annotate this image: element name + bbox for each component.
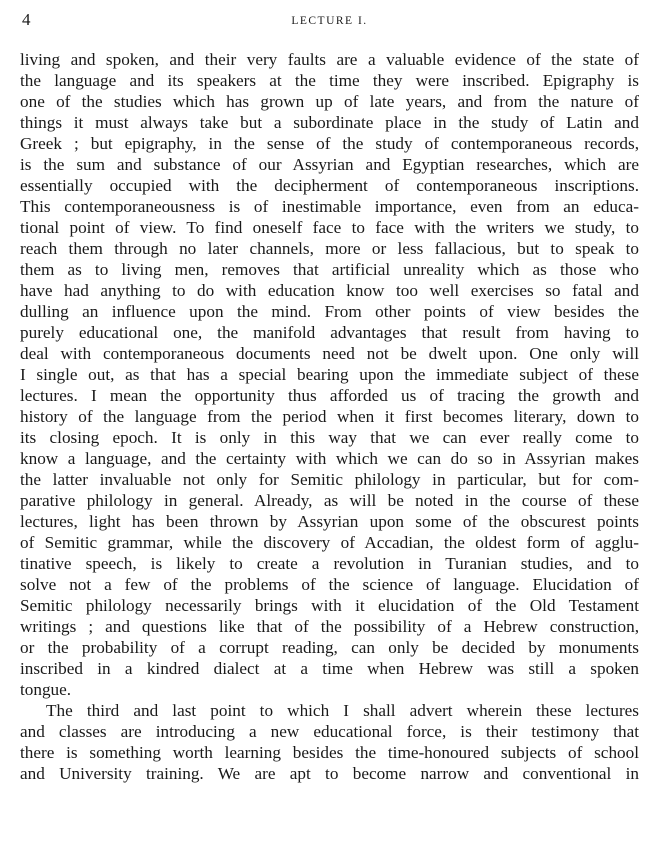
text-line: living and spoken, and their very faults are a valuable evidence of the state of <box>20 50 639 69</box>
running-head: LECTURE I. <box>291 15 368 27</box>
text-line: one of the studies which has grown up of late years, and from the nature of <box>20 92 639 111</box>
text-line: the language and its speakers at the time they were inscribed. Epigraphy is <box>20 71 639 90</box>
paragraph-start-line: The third and last point to which I shall advert wherein these lectures <box>46 701 639 720</box>
text-line: inscribed in a kindred dialect at a time when Hebrew was still a spoken <box>20 659 639 678</box>
page-number: 4 <box>22 10 31 29</box>
text-line: tional point of view. To find oneself face to face with the writers we study, to <box>20 218 639 237</box>
text-line: Semitic philology necessarily brings with it elucidation of the Old Testament <box>20 596 639 615</box>
text-line: or the probability of a corrupt reading, can only be decided by monuments <box>20 638 639 657</box>
text-line: dulling an influence upon the mind. From other points of view besides the <box>20 302 639 321</box>
text-line: Greek ; but epigraphy, in the sense of the study of contemporaneous records, <box>20 134 639 153</box>
text-line: lectures. I mean the opportunity thus afforded us of tracing the growth and <box>20 386 639 405</box>
text-line: the latter invaluable not only for Semitic philology in particular, but for com- <box>20 470 639 489</box>
text-line: and classes are introducing a new educational force, is their testimony that <box>20 722 639 741</box>
text-line: solve not a few of the problems of the science of language. Elucidation of <box>20 575 639 594</box>
body-text <box>20 49 639 784</box>
text-line: essentially occupied with the decipherment of contemporaneous inscriptions. <box>20 176 639 195</box>
text-line: have had anything to do with education know too well exercises so fatal and <box>20 281 639 300</box>
text-line: there is something worth learning besides the time-honoured subjects of school <box>20 743 639 762</box>
text-line: purely educational one, the manifold advantages that result from having to <box>20 323 639 342</box>
paragraph-end-line: tongue. <box>20 680 72 699</box>
page-header <box>22 10 637 30</box>
text-line: parative philology in general. Already, as will be noted in the course of these <box>20 491 639 510</box>
text-line: of Semitic grammar, while the discovery of Accadian, the oldest form of agglu- <box>20 533 639 552</box>
text-line: reach them through no later channels, more or less fallacious, but to speak to <box>20 239 639 258</box>
text-line: This contemporaneousness is of inestimable importance, even from an educa- <box>20 197 639 216</box>
text-line: its closing epoch. It is only in this way that we can ever really come to <box>20 428 639 447</box>
text-line: things it must always take but a subordinate place in the study of Latin and <box>20 113 639 132</box>
text-line: history of the language from the period when it first becomes literary, down to <box>20 407 639 426</box>
text-line: and University training. We are apt to become narrow and conventional in <box>20 764 639 783</box>
text-line: I single out, as that has a special bearing upon the immediate subject of these <box>20 365 639 384</box>
text-line: know a language, and the certainty with which we can do so in Assyrian makes <box>20 449 639 468</box>
text-line: them as to living men, removes that artificial unreality which as those who <box>20 260 639 279</box>
text-line: tinative speech, is likely to create a revolution in Turanian studies, and to <box>20 554 639 573</box>
text-line: lectures, light has been thrown by Assyrian upon some of the obscurest points <box>20 512 639 531</box>
text-line: deal with contemporaneous documents need not be dwelt upon. One only will <box>20 344 639 363</box>
text-line: is the sum and substance of our Assyrian and Egyptian researches, which are <box>20 155 639 174</box>
text-line: writings ; and questions like that of the possibility of a Hebrew construction, <box>20 617 639 636</box>
